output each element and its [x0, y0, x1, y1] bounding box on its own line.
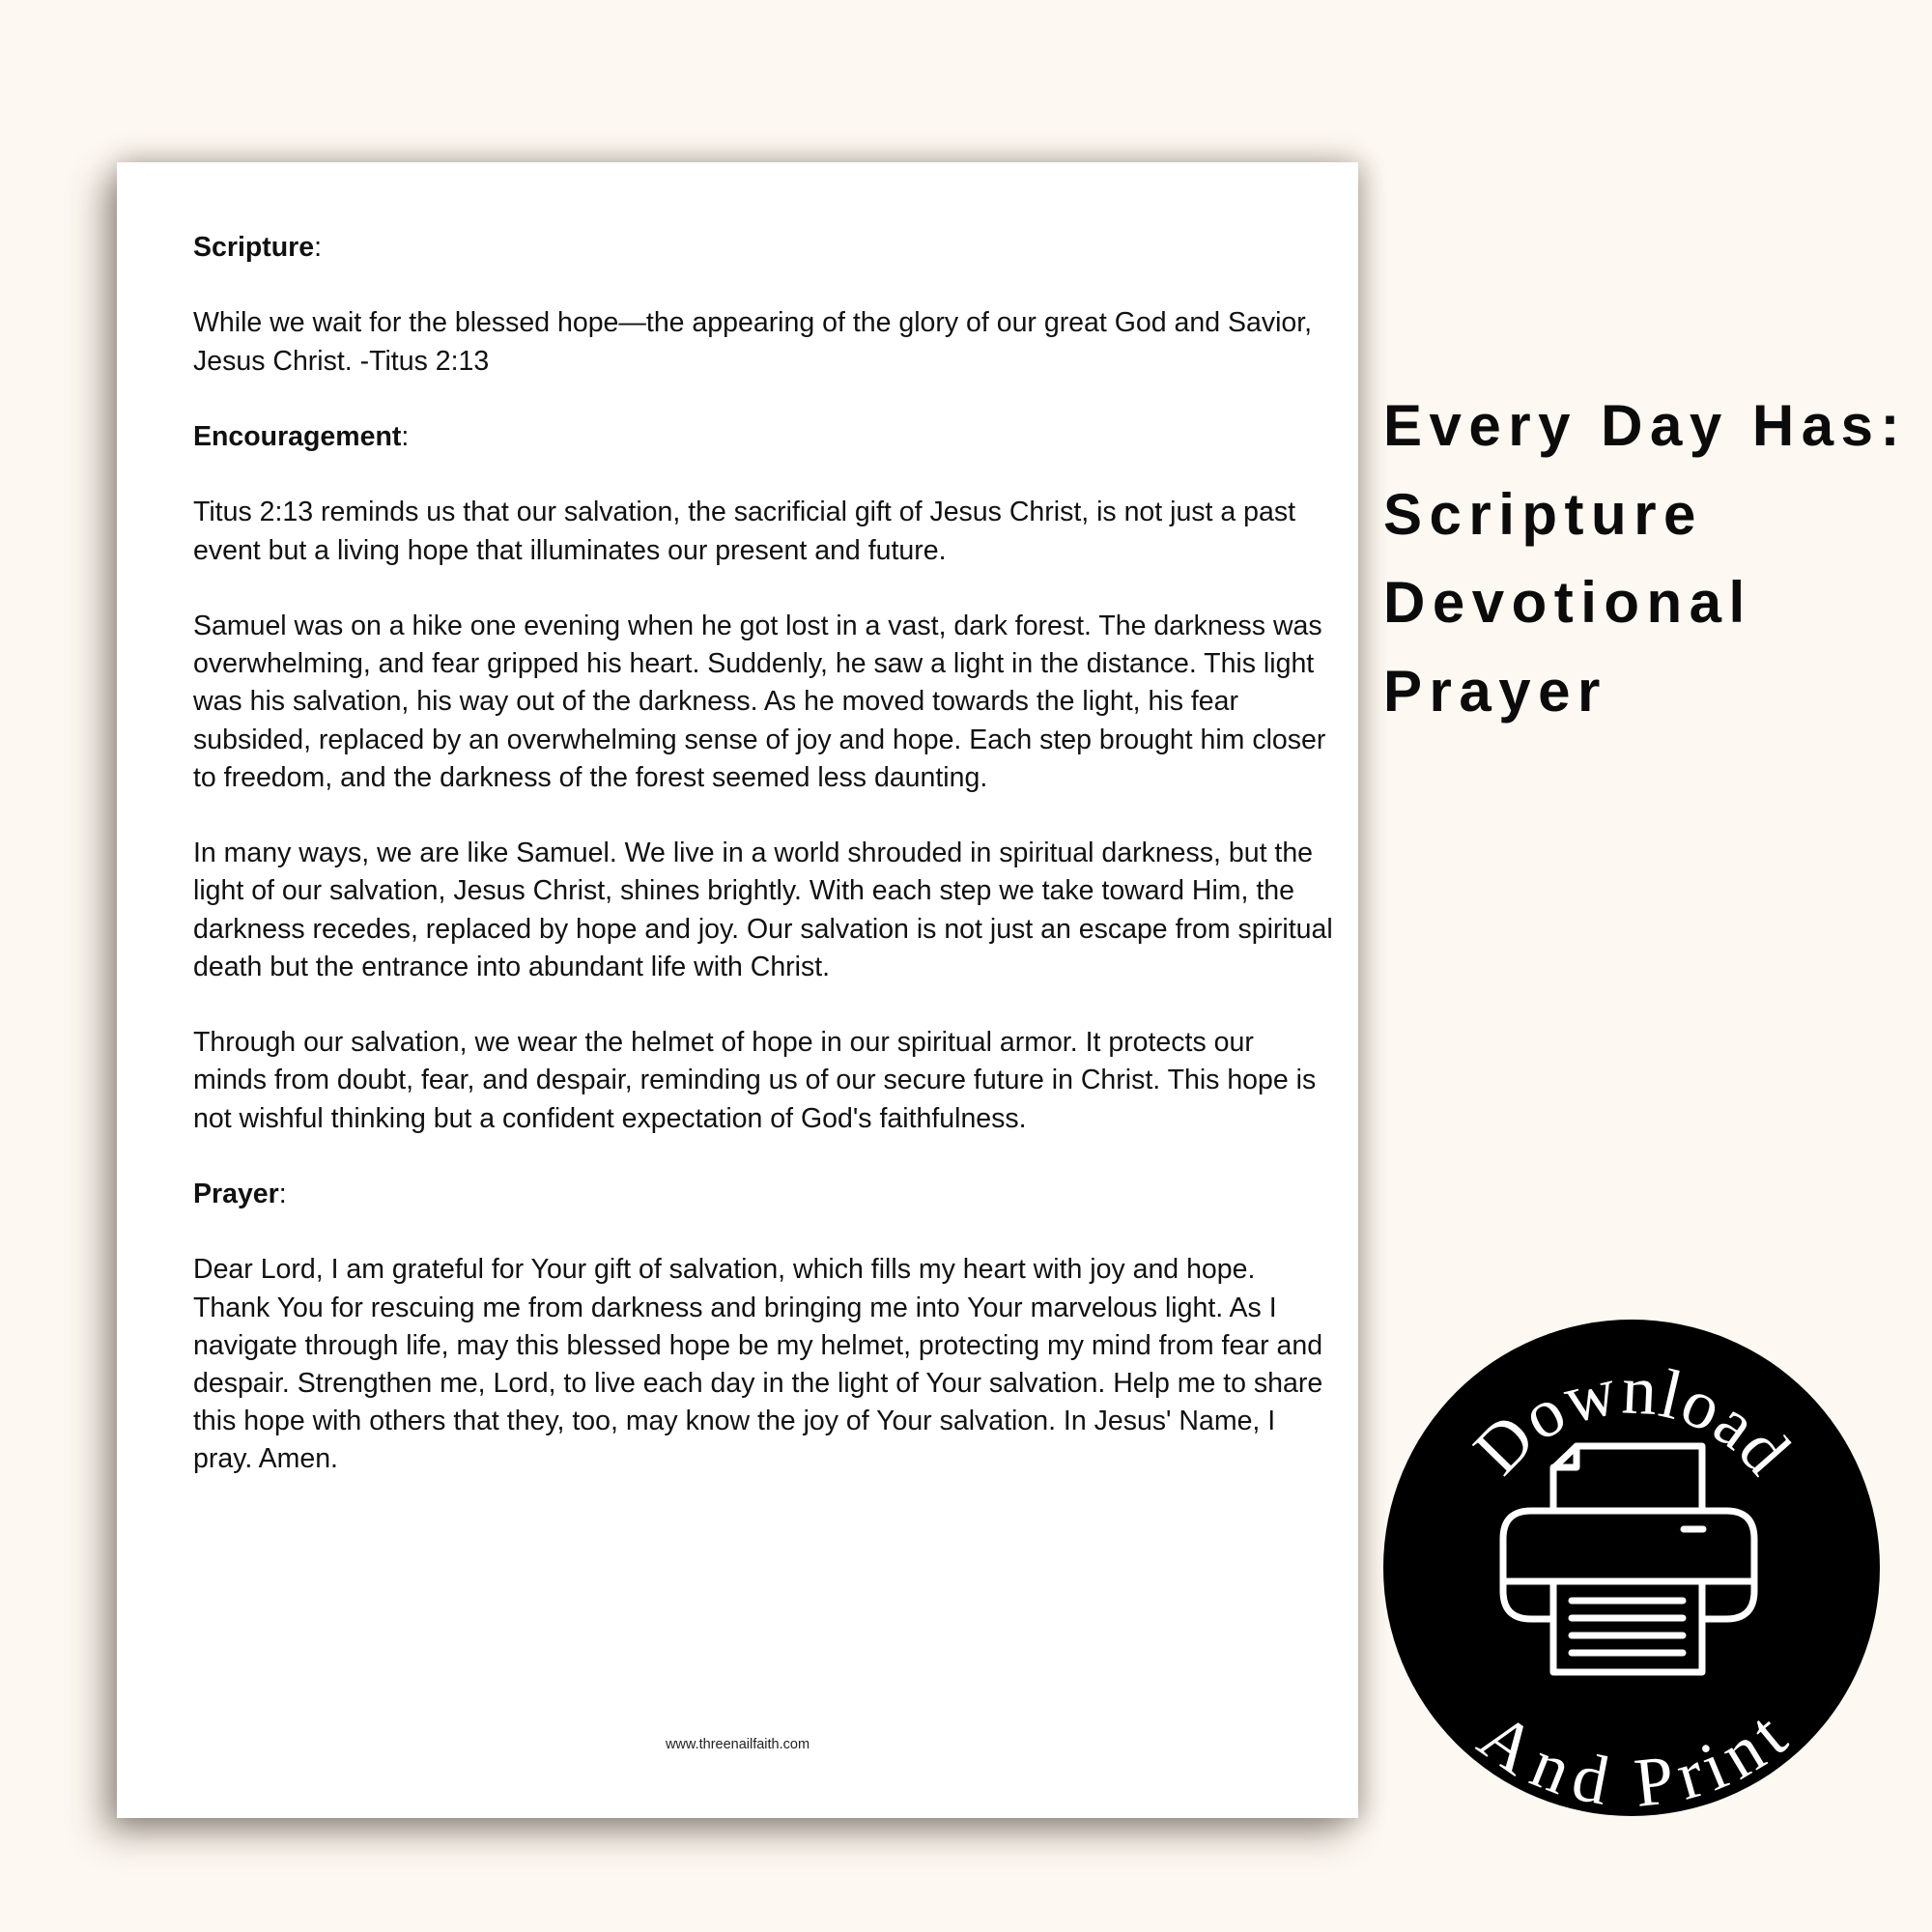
label-colon: : — [278, 1178, 287, 1209]
footer-url: www.threenailfaith.com — [665, 1737, 810, 1752]
encouragement-label: Encouragement — [193, 420, 402, 452]
encouragement-paragraph: Titus 2:13 reminds us that our salvation, the sacrificial gift of Jesus Christ, is not just a past event but a living hope that illuminates our present and future. — [193, 497, 1296, 566]
headline-line: Every Day Has: — [1383, 393, 1907, 458]
section-heading-encouragement — [193, 418, 1333, 456]
section-heading-prayer — [193, 1176, 1333, 1213]
encouragement-paragraph: Samuel was on a hike one evening when he got lost in a vast, dark forest. The darkness was overwhelming, and fear gripped his heart. Suddenly, he saw a light in the distance. This light was his salvation, his way out of the darkness. As he moved towards the light, his fear subsided, replaced by an overwhelming sense of joy and hope. Each step brought him closer to freedom, and the darkness of the forest seemed less daunting. — [193, 610, 1326, 793]
encouragement-paragraph: Through our salvation, we wear the helmet of hope in our spiritual armor. It protects our minds from doubt, fear, and despair, reminding us of our secure future in Christ. This hope is not wishful thinking but a confident expectation of God's faithfulness. — [193, 1027, 1317, 1134]
document-body — [193, 229, 1333, 1517]
badge-top-text: Download — [1459, 1350, 1806, 1490]
headline-line: Prayer — [1383, 658, 1607, 724]
headline-line: Devotional — [1383, 570, 1752, 635]
encouragement-paragraph: In many ways, we are like Samuel. We live in a world shrouded in spiritual darkness, but the light of our salvation, Jesus Christ, shines brightly. With each step we take toward Him, the darkness recedes, replaced by hope and joy. Our salvation is not just an escape from spiritual death but the entrance into abundant life with Christ. — [193, 838, 1333, 982]
scripture-verse: While we wait for the blessed hope—the appearing of the glory of our great God and Savior, Jesus Christ. -Titus 2:13 — [193, 307, 1313, 377]
feature-headline — [1383, 382, 1907, 735]
headline-line: Scripture — [1383, 481, 1703, 547]
label-colon: : — [314, 232, 323, 263]
scripture-label: Scripture — [193, 232, 315, 263]
prayer-paragraph: Dear Lord, I am grateful for Your gift of salvation, which fills my heart with joy and hope. Thank You for rescuing me from darkness and bringing me into Your marvelous light. As I navigate through life, may this blessed hope be my helmet, protecting my mind from fear and despair. Strengthen me, Lord, to live each day in the light of Your salvation. Help me to share this hope with others that they, too, may know the joy of Your salvation. In Jesus' Name, I pray. Amen. — [193, 1254, 1323, 1475]
label-colon: : — [401, 420, 410, 452]
document-page — [117, 162, 1358, 1818]
section-heading-scripture — [193, 229, 1333, 267]
badge-bottom-text: And Print — [1464, 1696, 1802, 1816]
badge-graphic — [1383, 1320, 1880, 1816]
prayer-label: Prayer — [193, 1178, 279, 1209]
download-print-badge — [1383, 1320, 1880, 1816]
printer-icon — [1503, 1446, 1754, 1672]
